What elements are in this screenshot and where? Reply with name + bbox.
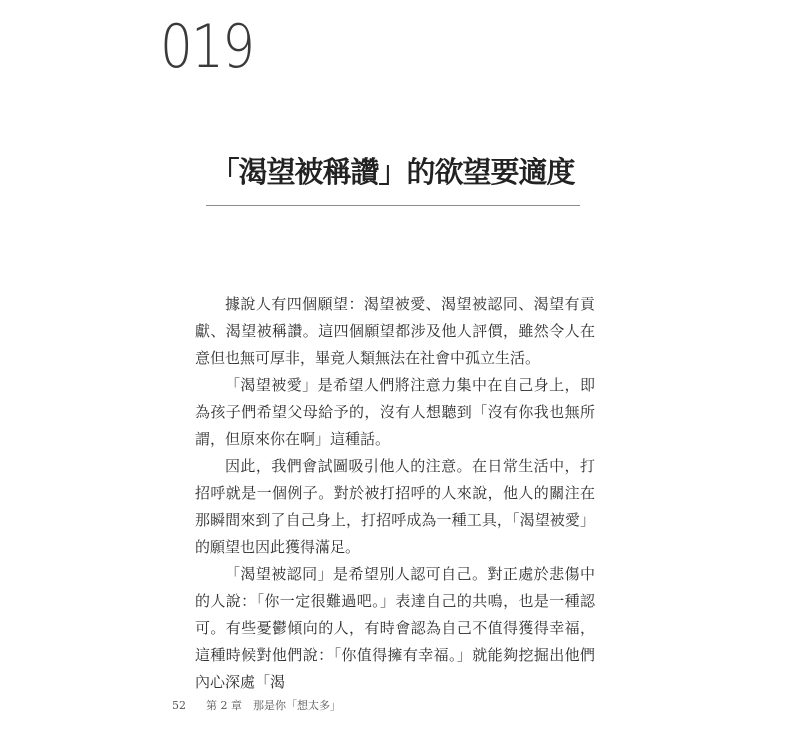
paragraph: 「渴望被認同」是希望別人認可自己。對正處於悲傷中的人說：「你一定很難過吧。」表達自己的共鳴，也是一種認可。有些憂鬱傾向的人，有時會認為自己不值得獲得幸福，這種時候對他們說：「你值得擁有幸福。」就能夠挖掘出他們內心深處「渴: [195, 565, 595, 691]
paragraph: 「渴望被愛」是希望人們將注意力集中在自己身上，即為孩子們希望父母給予的，沒有人想聽到「沒有你我也無所謂，但原來你在啊」這種話。: [195, 376, 595, 448]
title-divider: [206, 205, 580, 206]
section-number: 019: [160, 12, 254, 82]
page-footer: [172, 697, 341, 713]
running-chapter-title: 第 2 章 那是你「想太多」: [206, 699, 341, 712]
page-number: 52: [172, 699, 186, 712]
paragraph: 據說人有四個願望：渴望被愛、渴望被認同、渴望有貢獻、渴望被稱讚。這四個願望都涉及他人評價，雖然令人在意但也無可厚非，畢竟人類無法在社會中孤立生活。: [195, 295, 595, 367]
body-text: [195, 291, 595, 696]
section-title: 「渴望被稱讚」的欲望要適度: [210, 155, 575, 189]
paragraph: 因此，我們會試圖吸引他人的注意。在日常生活中，打招呼就是一個例子。對於被打招呼的人來說，他人的關注在那瞬間來到了自己身上，打招呼成為一種工具，「渴望被愛」的願望也因此獲得滿足。: [195, 457, 595, 556]
